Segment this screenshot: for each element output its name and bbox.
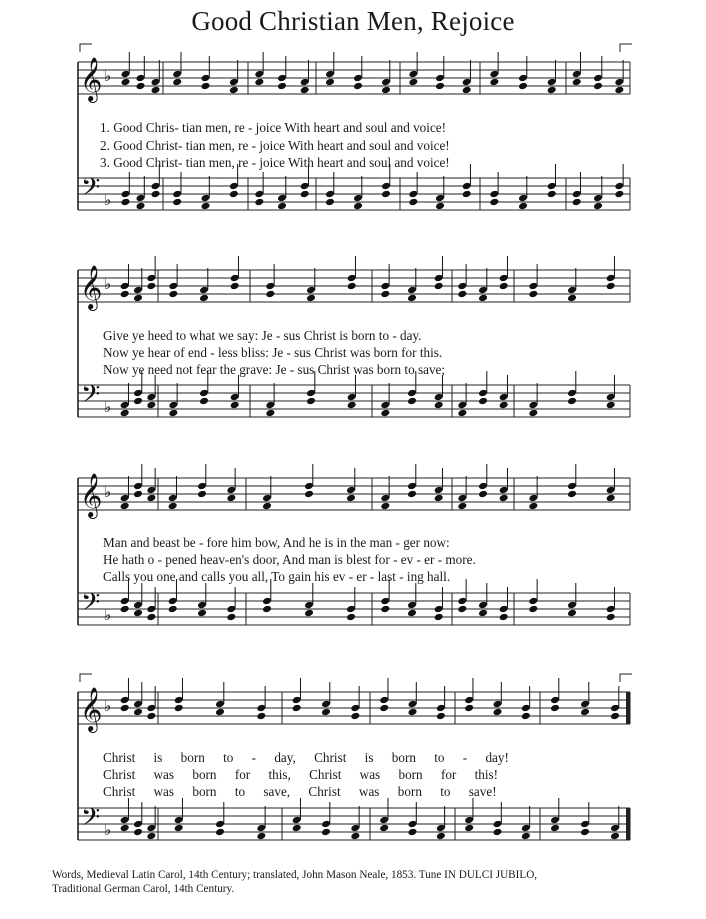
note-head <box>133 708 143 717</box>
note-head <box>610 832 620 841</box>
note-head <box>277 82 287 91</box>
note-head <box>146 494 156 503</box>
note-head <box>434 613 444 622</box>
note-head <box>346 613 356 622</box>
note-head <box>528 409 538 418</box>
flat-icon: ♭ <box>104 606 112 624</box>
note-head <box>306 397 316 406</box>
note-head <box>120 605 130 614</box>
note-head <box>499 613 509 622</box>
note-head <box>408 828 418 837</box>
note-head <box>151 190 161 199</box>
note-head <box>379 824 389 833</box>
note-head <box>151 86 161 95</box>
note-head <box>567 294 577 303</box>
note-head <box>436 832 446 841</box>
note-head <box>567 490 577 499</box>
note-head <box>300 86 310 95</box>
note-head <box>226 613 236 622</box>
note-head <box>321 708 331 717</box>
flat-icon: ♭ <box>104 67 112 85</box>
note-head <box>121 78 131 87</box>
credits <box>52 868 672 896</box>
note-head <box>464 704 474 713</box>
note-head <box>229 190 239 199</box>
flat-icon: ♭ <box>104 398 112 416</box>
note-head <box>606 401 616 410</box>
lyric-line-s2-v2: Now ye hear of end - less bliss: Je - sus Christ was born for this. <box>103 345 443 360</box>
note-head <box>133 609 143 618</box>
note-head <box>199 397 209 406</box>
note-head <box>321 828 331 837</box>
note-head <box>380 605 390 614</box>
bass-clef-icon: 𝄢 <box>81 173 101 208</box>
note-head <box>350 712 360 721</box>
note-head <box>168 290 178 299</box>
note-head <box>292 824 302 833</box>
treble-clef-icon: 𝄞 <box>80 265 103 309</box>
note-head <box>136 82 146 91</box>
note-head <box>215 828 225 837</box>
note-head <box>478 609 488 618</box>
note-head <box>434 494 444 503</box>
note-head <box>614 190 624 199</box>
note-head <box>489 198 499 207</box>
note-head <box>353 82 363 91</box>
note-head <box>478 294 488 303</box>
note-head <box>528 502 538 511</box>
note-head <box>521 832 531 841</box>
note-head <box>325 78 335 87</box>
note-head <box>550 824 560 833</box>
lyric-line-s1-v2: 2. Good Christ- tian men, re - joice With heart and soul and voice! <box>100 138 450 153</box>
note-head <box>567 609 577 618</box>
treble-clef-icon: 𝄞 <box>80 473 103 517</box>
credits-line-1: Words, Medieval Latin Carol, 14th Century; translated, John Mason Neale, 1853. Tune IN DULCI JUBILO, <box>52 869 538 881</box>
note-head <box>262 502 272 511</box>
note-head <box>407 490 417 499</box>
note-head <box>174 824 184 833</box>
note-head <box>434 282 444 291</box>
note-head <box>408 78 418 87</box>
lyric-line-s4-v1: Christ is born to - day, Christ is born to - day! <box>103 750 509 765</box>
note-head <box>347 401 357 410</box>
note-head <box>380 409 390 418</box>
note-head <box>199 294 209 303</box>
flat-icon: ♭ <box>104 191 112 209</box>
note-head <box>408 198 418 207</box>
note-head <box>197 490 207 499</box>
note-head <box>215 708 225 717</box>
lyric-line-s1-v3: 3. Good Christ- tian men, re - joice With heart and soul and voice! <box>100 155 450 170</box>
note-head <box>381 86 391 95</box>
note-head <box>146 613 156 622</box>
phrase-bracket <box>620 44 632 52</box>
note-head <box>254 198 264 207</box>
note-head <box>230 282 240 291</box>
note-head <box>120 409 130 418</box>
lyric-line-s4-v2: Christ was born for this, Christ was born for this! <box>103 767 499 782</box>
note-head <box>120 502 130 511</box>
note-head <box>350 832 360 841</box>
phrase-bracket <box>80 674 92 682</box>
note-head <box>572 198 582 207</box>
note-head <box>499 282 509 291</box>
bass-clef-icon: 𝄢 <box>81 380 101 415</box>
note-head <box>121 198 131 207</box>
note-head <box>550 704 560 713</box>
note-head <box>146 282 156 291</box>
note-head <box>256 832 266 841</box>
final-barline <box>626 692 630 724</box>
note-head <box>304 609 314 618</box>
note-head <box>593 202 603 211</box>
note-head <box>174 704 184 713</box>
note-head <box>606 494 616 503</box>
note-head <box>201 202 211 211</box>
note-head <box>277 202 287 211</box>
note-head <box>136 202 146 211</box>
note-head <box>478 397 488 406</box>
note-head <box>226 494 236 503</box>
note-head <box>457 290 467 299</box>
lyric-line-s3-v2: He hath o - pened heav-en's door, And man is blest for - ev - er - more. <box>103 552 476 567</box>
hymn-title: Good Christian Men, Rejoice <box>191 6 515 36</box>
note-head <box>435 82 445 91</box>
note-head <box>380 290 390 299</box>
treble-clef-icon: 𝄞 <box>80 57 103 101</box>
phrase-bracket <box>620 674 632 682</box>
note-head <box>146 712 156 721</box>
treble-clef-icon: 𝄞 <box>80 687 103 731</box>
note-head <box>265 409 275 418</box>
note-head <box>120 704 130 713</box>
note-head <box>292 704 302 713</box>
note-head <box>499 494 509 503</box>
flat-icon: ♭ <box>104 275 112 293</box>
final-barline <box>626 808 630 840</box>
note-head <box>325 198 335 207</box>
note-head <box>580 708 590 717</box>
note-head <box>197 609 207 618</box>
credits-line-2: Traditional German Carol, 14th Century. <box>52 883 235 895</box>
note-head <box>457 502 467 511</box>
note-head <box>606 282 616 291</box>
note-head <box>493 828 503 837</box>
note-head <box>381 190 391 199</box>
lyric-line-s3-v3: Calls you one and calls you all, To gain his ev - er - last - ing hall. <box>103 569 451 584</box>
bass-clef-icon: 𝄢 <box>81 803 101 838</box>
note-head <box>133 294 143 303</box>
lyric-line-s2-v3: Now ye need not fear the grave: Je - sus Christ was born to save; <box>103 362 446 377</box>
note-head <box>229 86 239 95</box>
note-head <box>518 202 528 211</box>
note-head <box>407 294 417 303</box>
note-head <box>528 605 538 614</box>
phrase-bracket <box>80 44 92 52</box>
note-head <box>133 828 143 837</box>
note-head <box>464 824 474 833</box>
note-head <box>347 282 357 291</box>
note-head <box>379 704 389 713</box>
note-head <box>172 198 182 207</box>
note-head <box>567 397 577 406</box>
note-head <box>353 202 363 211</box>
note-head <box>120 824 130 833</box>
note-head <box>435 202 445 211</box>
note-head <box>230 401 240 410</box>
lyric-line-s1-v1: 1. Good Chris- tian men, re - joice With heart and soul and voice! <box>100 120 447 135</box>
note-head <box>262 605 272 614</box>
note-head <box>304 490 314 499</box>
note-head <box>172 78 182 87</box>
flat-icon: ♭ <box>104 483 112 501</box>
note-head <box>407 397 417 406</box>
note-head <box>499 401 509 410</box>
note-head <box>593 82 603 91</box>
note-head <box>462 86 472 95</box>
note-head <box>256 712 266 721</box>
lyric-line-s4-v3: Christ was born to save, Christ was born to save! <box>103 784 497 799</box>
note-head <box>120 290 130 299</box>
note-head <box>146 401 156 410</box>
note-head <box>528 290 538 299</box>
note-head <box>434 401 444 410</box>
note-head <box>493 708 503 717</box>
note-head <box>614 86 624 95</box>
note-head <box>462 190 472 199</box>
note-head <box>306 294 316 303</box>
note-head <box>478 490 488 499</box>
lyric-line-s3-v1: Man and beast be - fore him bow, And he is in the man - ger now: <box>103 535 450 550</box>
note-head <box>572 78 582 87</box>
flat-icon: ♭ <box>104 697 112 715</box>
note-head <box>201 82 211 91</box>
lyric-line-s2-v1: Give ye heed to what we say: Je - sus Christ is born to - day. <box>103 328 422 343</box>
note-head <box>489 78 499 87</box>
note-head <box>380 502 390 511</box>
note-head <box>457 605 467 614</box>
bass-clef-icon: 𝄢 <box>81 588 101 623</box>
note-head <box>168 409 178 418</box>
note-head <box>133 490 143 499</box>
note-head <box>580 828 590 837</box>
note-head <box>521 712 531 721</box>
note-head <box>408 708 418 717</box>
note-head <box>168 502 178 511</box>
note-head <box>265 290 275 299</box>
note-head <box>133 397 143 406</box>
note-head <box>610 712 620 721</box>
note-head <box>300 190 310 199</box>
note-head <box>547 190 557 199</box>
note-head <box>457 409 467 418</box>
note-head <box>407 609 417 618</box>
note-head <box>346 494 356 503</box>
note-head <box>606 613 616 622</box>
note-head <box>547 86 557 95</box>
note-head <box>146 832 156 841</box>
note-head <box>168 605 178 614</box>
flat-icon: ♭ <box>104 821 112 839</box>
note-head <box>518 82 528 91</box>
note-head <box>436 712 446 721</box>
note-head <box>254 78 264 87</box>
